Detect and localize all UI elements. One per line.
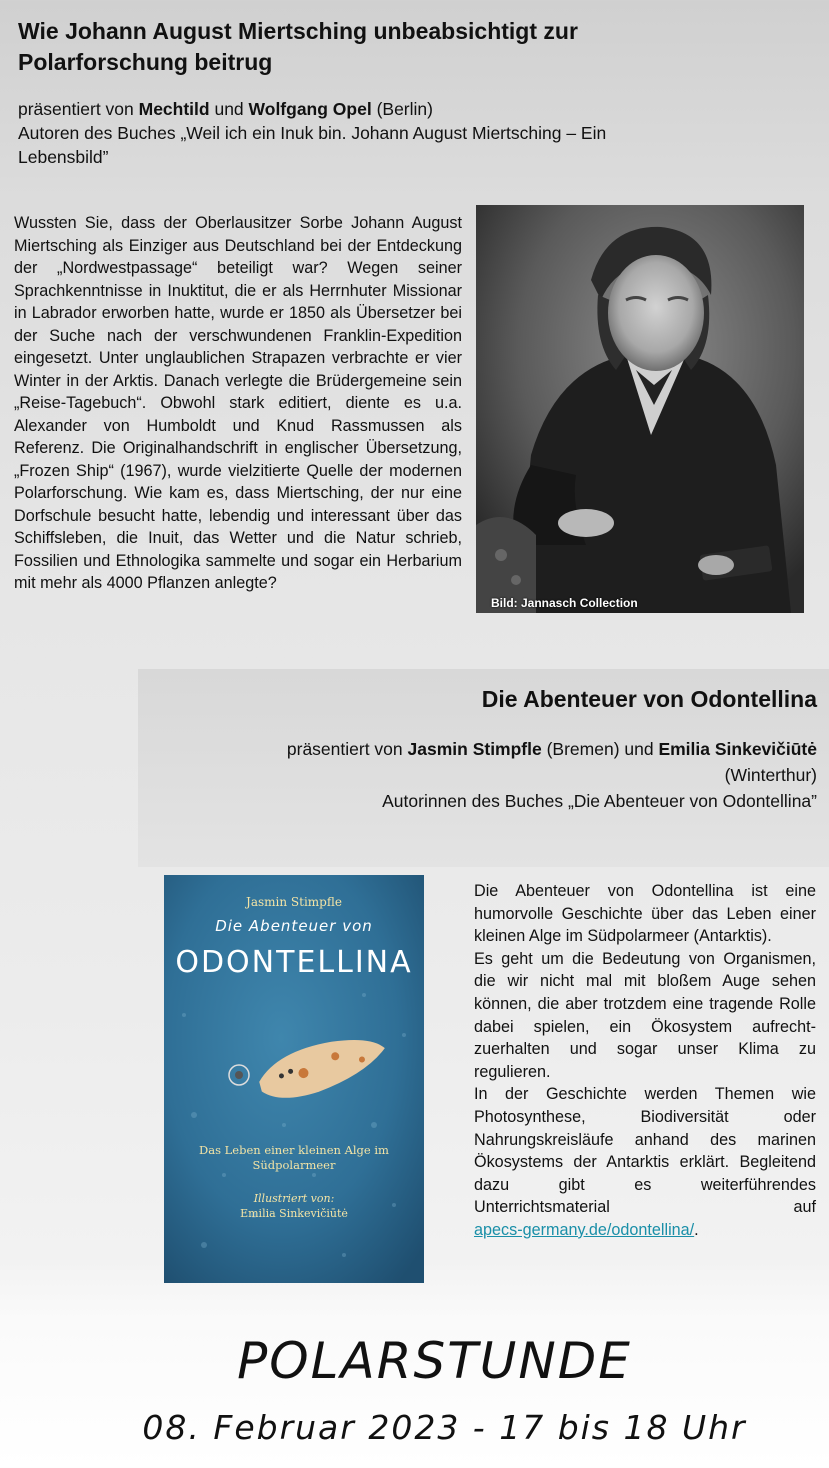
section2-para1: Die Abenteuer von Odontellina ist eine humorvolle Geschichte über das Leben einer kleinen Alge im Südpolarmeer (Antarktis). <box>474 882 816 946</box>
link-period: . <box>694 1220 699 1239</box>
section1-authors-line: Autoren des Buches „Weil ich ein Inuk bin. Johann August Miertsching – Ein Lebensbild” <box>18 123 607 167</box>
cover-title-line2: ODONTELLINA <box>175 945 413 980</box>
presenter-city-winterthur: (Winterthur) <box>724 765 817 785</box>
apecs-link[interactable]: apecs-germany.de/odontellina/ <box>474 1220 695 1239</box>
presenter-wolfgang-opel: Wolfgang Opel <box>248 99 372 119</box>
footer-date: 08. Februar 2023 - 17 bis 18 Uhr <box>142 1408 747 1447</box>
footer-title: POLARSTUNDE <box>237 1332 632 1390</box>
section1-presenters <box>18 97 698 169</box>
cover-title-line1: Die Abenteuer von <box>215 917 373 935</box>
book-cover <box>164 875 424 1283</box>
cover-subtitle-line2: Südpolarmeer <box>252 1158 336 1172</box>
section1-body: Wussten Sie, dass der Oberlausitzer Sorbe Johann August Miertsching als Einziger aus Deutschland bei der Entdeckung der „Nordwestpassage“ beteiligt war? Wegen seiner Sprachkenntnisse in Inuktitut, die er als Herrnhuter Missionar in Labrador erworben hatte, wurde er 1850 als Übersetzer bei der Suche nach der verschwundenen Franklin-Expedition eingesetzt. Unter unglaublichen Strapazen verbrachte er vier Winter in der Arktis. Danach verlegte die Brüdergemeine sein „Reise-Tagebuch“. Obwohl stark editiert, diente es u.a. Alexander von Humboldt und Knud Rassmussen als Referenz. Die Originalhandschrift in englischer Übersetzung, „Frozen Ship“ (1967), wurde vielzitierte Quelle der modernen Polarforschung. Wie kam es, dass Miertsching, der nur eine Dorfschule besucht hatte, lebendig und interessant über das Schiffsleben, die Inuit, das Wetter und die Natur schrieb, Fossilien und Ethnologika sammelte und sogar ein Herbarium mit mehr als 4000 Pflanzen anlegte? <box>14 214 462 592</box>
cover-author: Jasmin Stimpfle <box>246 895 342 909</box>
cover-subtitle-line1: Das Leben einer kleinen Alge im <box>199 1143 389 1157</box>
section2-authors-line: Autorinnen des Buches „Die Abenteuer von Odontellina” <box>382 791 817 811</box>
presented-by-prefix: präsentiert von <box>18 99 139 119</box>
section2-para3 <box>474 1083 816 1219</box>
photo-credit: Bild: Jannasch Collection <box>491 596 638 610</box>
section1-title: Wie Johann August Miertsching unbeabsichtigt zur Polarforschung beitrug <box>18 18 578 75</box>
cover-illustrator: Emilia Sinkevičiūtė <box>240 1207 348 1220</box>
section2-body <box>474 880 816 1242</box>
section2-para3-text: In der Geschichte werden Themen wie Photosynthese, Biodiversität oder Nahrungskreisläufe anhand des marinen Ökosystems der Antarktis erklärt. Begleitend dazu gibt es weiterführendes Unterrichtsmaterial auf <box>474 1085 816 1217</box>
cover-illustrated <box>164 1191 424 1221</box>
cover-subtitle <box>164 1143 424 1173</box>
presenter-jasmin-stimpfle: Jasmin Stimpfle <box>407 739 542 759</box>
section2-presenters <box>177 736 817 814</box>
presented-by-prefix: präsentiert von <box>286 739 408 759</box>
section2-para2: Es geht um die Bedeutung von Organismen, die wir nicht mal mit bloßem Auge sehen können, die aber trotzdem eine tragende Rolle dabei spielen, ein Ökosystem aufrecht-zuerhalten und sogar unser Klima zu regulieren. <box>474 949 816 1081</box>
presented-and: und <box>209 99 249 119</box>
presenter-mechtild: Mechtild <box>138 99 210 119</box>
section2-title: Die Abenteuer von Odontellina <box>481 686 817 712</box>
presenter-city: (Berlin) <box>371 99 433 119</box>
presenter-emilia: Emilia Sinkevičiūtė <box>658 739 817 759</box>
presenter-city-bremen: (Bremen) und <box>541 739 659 759</box>
section2-link-line <box>474 1219 816 1242</box>
cover-illustrated-by: Illustriert von: <box>253 1192 335 1205</box>
miertsching-portrait <box>476 205 804 613</box>
